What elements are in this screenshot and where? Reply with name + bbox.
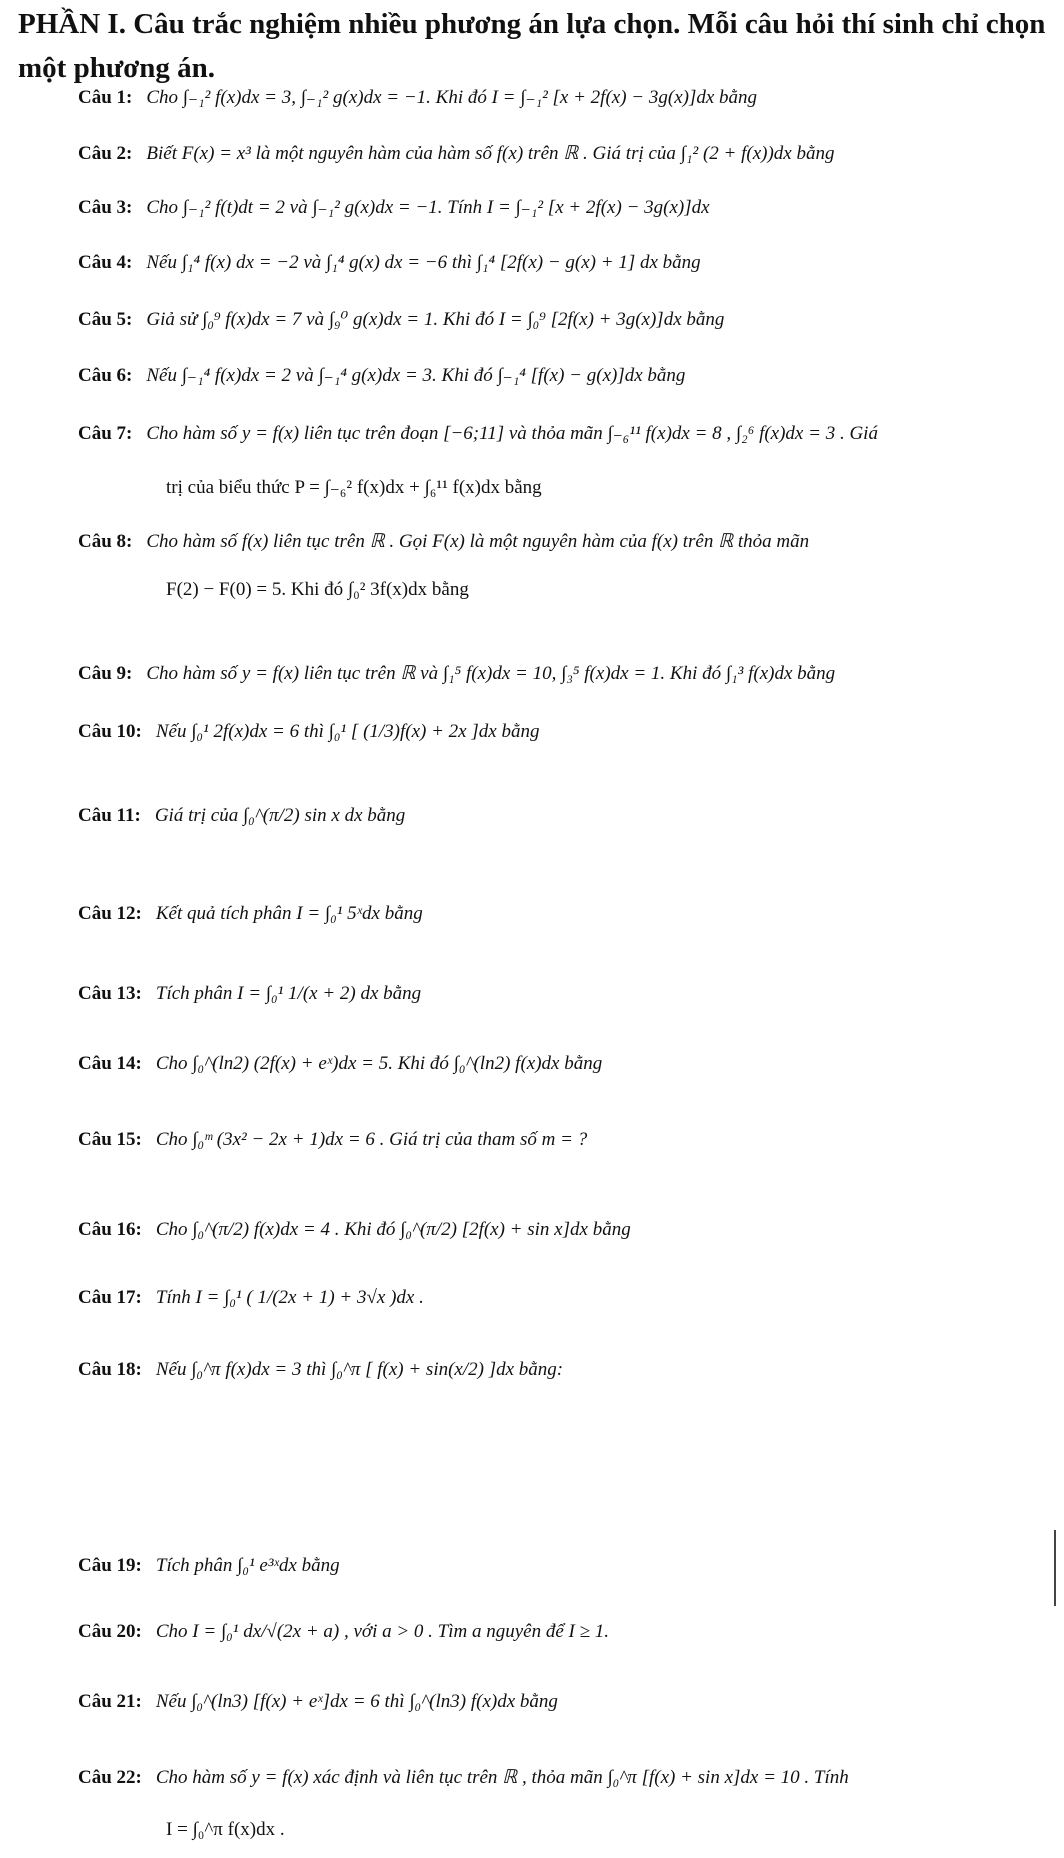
question-text: Nếu ∫₋₁⁴ f(x)dx = 2 và ∫₋₁⁴ g(x)dx = 3. Khi đó ∫₋₁⁴ [f(x) − g(x)]dx bằng: [146, 365, 686, 386]
question-5: [78, 308, 1048, 332]
page-edge-line: [1054, 1530, 1056, 1606]
question-19-line: [78, 1554, 1048, 1578]
question-22-continuation: I = ∫₀^π f(x)dx .: [166, 1819, 285, 1840]
question-12: [78, 902, 1048, 926]
question-9: [78, 662, 1048, 686]
question-number: Câu 7:: [78, 423, 133, 444]
question-2: [78, 142, 1048, 166]
question-text: Cho hàm số y = f(x) liên tục trên ℝ và ∫₁⁵ f(x)dx = 10, ∫₃⁵ f(x)dx = 1. Khi đó ∫₁³ f(x)dx bằng: [146, 663, 836, 684]
question-1: [78, 86, 1048, 110]
question-number: Câu 13:: [78, 983, 142, 1004]
question-text: Kết quả tích phân I = ∫₀¹ 5ˣdx bằng: [155, 903, 423, 924]
question-number: Câu 21:: [78, 1691, 142, 1712]
question-3: [78, 196, 1048, 220]
question-number: Câu 4:: [78, 252, 133, 273]
question-7: [78, 422, 1048, 446]
question-number: Câu 16:: [78, 1219, 142, 1240]
question-10: [78, 720, 1048, 744]
question-number: Câu 17:: [78, 1287, 142, 1308]
question-15: [78, 1128, 1048, 1152]
question-16: [78, 1218, 1048, 1242]
question-text: Nếu ∫₀^(ln3) [f(x) + eˣ]dx = 6 thì ∫₀^(ln3) f(x)dx bằng: [155, 1691, 558, 1712]
question-11: [78, 804, 1048, 828]
question-number: Câu 20:: [78, 1621, 142, 1642]
question-text: Nếu ∫₁⁴ f(x) dx = −2 và ∫₁⁴ g(x) dx = −6 thì ∫₁⁴ [2f(x) − g(x) + 1] dx bằng: [146, 252, 701, 273]
question-number: Câu 11:: [78, 805, 141, 826]
question-text: Giá trị của ∫₀^(π/2) sin x dx bằng: [154, 805, 406, 826]
question-22: [78, 1766, 1048, 1790]
question-number: Câu 9:: [78, 663, 133, 684]
question-number: Câu 18:: [78, 1359, 142, 1380]
question-number: Câu 10:: [78, 721, 142, 742]
question-17: [78, 1286, 1048, 1310]
question-8-continuation: F(2) − F(0) = 5. Khi đó ∫₀² 3f(x)dx bằng: [166, 579, 469, 600]
question-text: Cho hàm số y = f(x) liên tục trên đoạn [−6;11] và thỏa mãn ∫₋₆¹¹ f(x)dx = 8 , ∫₂⁶ f(x)dx = 3 . Giá: [146, 423, 878, 444]
question-18: [78, 1358, 1048, 1382]
question-number: Câu 1:: [78, 87, 133, 108]
question-text: Cho ∫₋₁² f(t)dt = 2 và ∫₋₁² g(x)dx = −1. Tính I = ∫₋₁² [x + 2f(x) − 3g(x)]dx: [146, 197, 710, 218]
question-4: [78, 251, 1048, 275]
question-text: Cho ∫₀^(π/2) f(x)dx = 4 . Khi đó ∫₀^(π/2) [2f(x) + sin x]dx bằng: [155, 1219, 631, 1240]
question-number: Câu 8:: [78, 531, 133, 552]
question-number: Câu 15:: [78, 1129, 142, 1150]
question-number: Câu 3:: [78, 197, 133, 218]
question-text: Giả sử ∫₀⁹ f(x)dx = 7 và ∫₉⁰ g(x)dx = 1. Khi đó I = ∫₀⁹ [2f(x) + 3g(x)]dx bằng: [146, 309, 725, 330]
question-text: Biết F(x) = x³ là một nguyên hàm của hàm số f(x) trên ℝ . Giá trị của ∫₁² (2 + f(x))dx bằng: [146, 143, 835, 164]
question-text: Tích phân I = ∫₀¹ 1/(x + 2) dx bằng: [155, 983, 422, 1004]
question-number: Câu 2:: [78, 143, 133, 164]
question-number: Câu 12:: [78, 903, 142, 924]
question-21: [78, 1690, 1048, 1714]
question-text: Nếu ∫₀¹ 2f(x)dx = 6 thì ∫₀¹ [ (1/3)f(x) + 2x ]dx bằng: [155, 721, 540, 742]
question-text: Tích phân ∫₀¹ e³ˣdx bằng: [155, 1555, 340, 1576]
question-text: Nếu ∫₀^π f(x)dx = 3 thì ∫₀^π [ f(x) + sin(x/2) ]dx bằng:: [155, 1359, 564, 1380]
question-7-continuation: trị của biểu thức P = ∫₋₆² f(x)dx + ∫₆¹¹ f(x)dx bằng: [166, 477, 542, 498]
question-14: [78, 1052, 1048, 1076]
question-number: Câu 22:: [78, 1767, 142, 1788]
question-text: Cho I = ∫₀¹ dx/√(2x + a) , với a > 0 . Tìm a nguyên để I ≥ 1.: [155, 1621, 610, 1642]
question-number: Câu 6:: [78, 365, 133, 386]
question-8: [78, 530, 1048, 554]
question-20: [78, 1620, 1048, 1644]
question-text: Cho hàm số y = f(x) xác định và liên tục trên ℝ , thỏa mãn ∫₀^π [f(x) + sin x]dx = 10 . Tính: [155, 1767, 849, 1788]
question-number: Câu 5:: [78, 309, 133, 330]
question-number: Câu 19:: [78, 1555, 142, 1576]
question-text: Cho ∫₋₁² f(x)dx = 3, ∫₋₁² g(x)dx = −1. Khi đó I = ∫₋₁² [x + 2f(x) − 3g(x)]dx bằng: [146, 87, 758, 108]
question-text: Cho ∫₀ᵐ (3x² − 2x + 1)dx = 6 . Giá trị của tham số m = ?: [155, 1129, 588, 1150]
question-text: Cho hàm số f(x) liên tục trên ℝ . Gọi F(x) là một nguyên hàm của f(x) trên ℝ thỏa mãn: [146, 531, 810, 552]
question-13: [78, 982, 1048, 1006]
section-heading: PHẦN I. Câu trắc nghiệm nhiều phương án lựa chọn. Mỗi câu hỏi thí sinh chỉ chọn một phương án.: [18, 8, 1046, 84]
question-text: Cho ∫₀^(ln2) (2f(x) + eˣ)dx = 5. Khi đó ∫₀^(ln2) f(x)dx bằng: [155, 1053, 603, 1074]
question-6: [78, 364, 1048, 388]
question-text: Tính I = ∫₀¹ ( 1/(2x + 1) + 3√x )dx .: [155, 1287, 424, 1308]
question-number: Câu 14:: [78, 1053, 142, 1074]
